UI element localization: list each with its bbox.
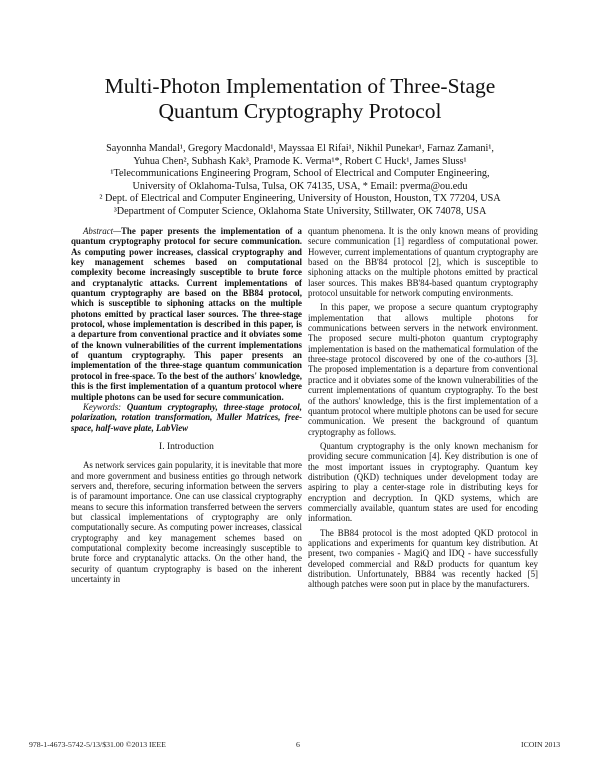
intro-paragraph-1: As network services gain popularity, it is inevitable that more and more government and business entities go through network servers and, therefore, securing information between the servers is of paramount importance. One can use classical cryptography means to secure this information transferred between the servers but classical implementations of cryptography are only computationally secure. As computing power increases, classical cryptography and key management schemes based on computational complexity become increasingly susceptible to brute force and cryptanalytic attacks. On the other hand, the security of quantum cryptography is based on the inherent uncertainty in [71,460,302,584]
keywords [71,402,302,433]
body-paragraph-2: In this paper, we propose a secure quantum cryptography implementation that allows multiple photons for communications between servers in the network environment. The proposed secure multi-photon quantum cryptography implementation is based on the mathematical formulation of the three-stage protocol discovered by one of the co-authors [3]. The proposed implementation is a departure from conventional practice and it obviates some of the known vulnerabilities of the current implementations of quantum cryptography. To the best of the authors' knowledge, this is the first implementation of a quantum protocol where multiple photons can be used for secure communication. We present the background of quantum cryptography as follows. [308,302,538,437]
keywords-label: Keywords: [83,401,127,412]
footer-copyright: 978-1-4673-5742-5/13/$31.00 ©2013 IEEE [29,740,166,749]
paper-title [40,74,560,124]
affiliation-1: ¹Telecommunications Engineering Program, School of Electrical and Computer Engineering, [110,168,490,179]
body-paragraph-4: The BB84 protocol is the most adopted QKD protocol in applications and experiments for quantum key distribution. At present, two companies - MagiQ and IDQ - have successfully developed commercial and R&D products for quantum key distribution. Unfortunately, BB84 was recently hacked [5] although patches were soon put in place by the manufacturers. [308,527,538,590]
left-column [71,226,302,584]
body-paragraph-3: Quantum cryptography is the only known mechanism for providing secure communication [4]. Key distribution is one of the most important issues in cryptography. Quantum key distribution (QKD) techniques under development today are aspiring to play a center-stage role in distributing keys for encryption and decryption. In QKD systems, which are commercially available, quantum states are used for encoding information. [308,440,538,524]
right-column [308,226,538,590]
footer-venue: ICOIN 2013 [521,740,561,749]
keywords-text: Quantum cryptography, three-stage protocol, polarization, rotation transformation, Muller Matrices, free-space, half-wave plate, LabView [71,401,302,433]
title-line-1: Multi-Photon Implementation of Three-Stage [104,74,496,98]
title-line-2: Quantum Cryptography Protocol [158,99,442,123]
body-paragraph-1: quantum phenomena. It is the only known means of providing secure communication [1] regardless of computational power. However, current implementations of quantum cryptography are based on the BB'84 protocol [2], which is susceptible to siphoning attacks on the multiple photons emitted by practical laser sources. This makes BB'84-based quantum cryptography protocol unsuitable for network computing environments. [308,226,538,299]
affiliation-3: ³Department of Computer Science, Oklahoma State University, Stillwater, OK 74078, USA [113,205,487,217]
author-list-1: Sayonnha Mandal¹, Gregory Macdonald¹, Mayssaa El Rifai¹, Nikhil Punekar¹, Farnaz Zamani¹, [106,143,494,154]
abstract-text: The paper presents the implementation of a quantum cryptography protocol for secure communication. As computing power increases, classical cryptography and key management schemes based on computational complexity become increasingly susceptible to brute force and cryptanalytic attacks. Current implementations of quantum cryptography are based on the BB84 protocol, which is susceptible to siphoning attacks on the multiple photons emitted by practical laser sources. The three-stage protocol, whose implementation is described in this paper, is a departure from conventional practice and it obviates some of the known vulnerabilities of the current implementations of quantum cryptography. This paper presents an implementation of the three-stage quantum communication protocol in free-space. To the best of the authors' knowledge, this is the first implementation of a quantum protocol where multiple photons can be used for secure communication. [71,226,302,402]
author-list-2: Yuhua Chen², Subhash Kak³, Pramode K. Verma¹*, Robert C Huck¹, James Sluss¹ [133,155,467,167]
abstract-label: Abstract— [83,226,121,236]
section-heading-introduction: I. Introduction [159,441,214,452]
author-block [40,143,560,218]
abstract [71,226,302,402]
affiliation-1-cont: University of Oklahoma-Tulsa, Tulsa, OK 74135, USA, * Email: pverma@ou.edu [132,180,468,192]
footer-page-number: 6 [296,740,300,749]
affiliation-2: ² Dept. of Electrical and Computer Engineering, University of Houston, Houston, TX 77204, USA [99,193,501,204]
